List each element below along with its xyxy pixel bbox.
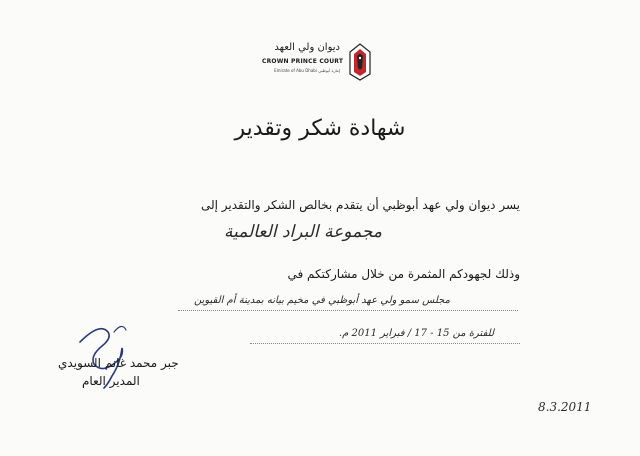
org-subtitle: Emirate of Abu Dhabi إمارة أبوظبي — [274, 68, 340, 73]
event-text: مجلس سمو ولي عهد أبوظبي في مخيم بيانه بمدينة أم القيوين — [193, 295, 450, 306]
crown-prince-court-logo — [262, 40, 382, 84]
event-dotted-line — [178, 310, 518, 311]
reason-text: وذلك لجهودكم المثمرة من خلال مشاركتكم في — [287, 267, 520, 281]
signatory-title: المدير العام — [82, 374, 140, 388]
issue-date: 8.3.2011 — [538, 400, 592, 414]
certificate-title: شهادة شكر وتقدير — [234, 116, 406, 141]
intro-text: يسر ديوان ولي عهد أبوظبي أن يتقدم بخالص الشكر والتقدير إلى — [200, 198, 520, 212]
period-text: للفترة من 15 - 17 / فبراير 2011 م. — [338, 328, 494, 339]
period-dotted-line — [250, 343, 520, 344]
signatory-name: جبر محمد غانم السويدي — [58, 356, 179, 370]
org-name-english: CROWN PRINCE COURT — [262, 58, 344, 65]
recipient-name: مجموعة البراد العالمية — [224, 222, 382, 242]
org-name-arabic: ديوان ولي العهد — [274, 42, 340, 53]
falcon-emblem-icon — [348, 42, 372, 82]
